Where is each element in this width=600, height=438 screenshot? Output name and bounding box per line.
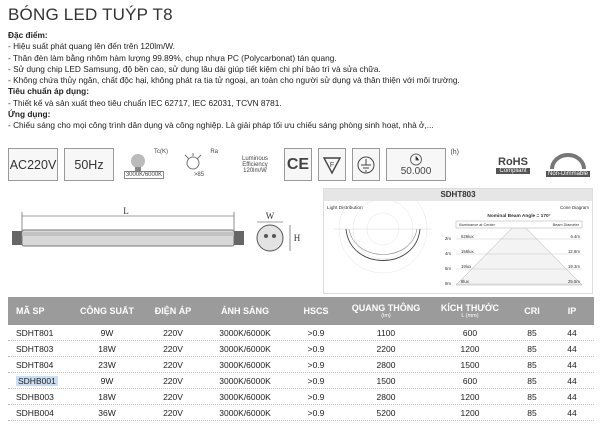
- frequency-label: 50Hz: [74, 157, 104, 172]
- beam-diameter-value: 12.8m: [568, 249, 580, 254]
- cell-cri: 85: [527, 375, 537, 386]
- lux-value: 626lux: [461, 234, 474, 239]
- col-header: ÁNH SÁNG: [220, 306, 269, 316]
- cell-code: SDHB003: [16, 391, 54, 402]
- col-header: QUANG THÔNG: [351, 303, 421, 313]
- color-temperature-icon: [118, 148, 170, 181]
- ground-icon: [352, 148, 380, 181]
- cell-size: 600: [462, 327, 478, 338]
- cell-ip: 44: [567, 391, 577, 402]
- certification-icons: [8, 148, 594, 182]
- cell-ip: 44: [567, 375, 577, 386]
- ce-label: CE: [286, 155, 310, 173]
- col-header-size: [428, 303, 512, 319]
- dimming-icon: [542, 148, 594, 181]
- polar-diagram: [334, 201, 432, 273]
- efficiency-line1: Luminous: [241, 155, 268, 162]
- beam-diameter-value: 19.3m: [568, 264, 580, 269]
- beam-diameter-value: 25.5m: [568, 279, 580, 284]
- ra-label: Ra: [210, 149, 218, 155]
- cell-flux: 5200: [376, 407, 396, 418]
- cell-code: SDHB004: [16, 407, 54, 418]
- distance-label: 8m: [445, 281, 451, 286]
- cell-power: 9W: [100, 327, 114, 338]
- tube-dimension-drawing: [8, 188, 318, 278]
- cell-power: 18W: [98, 343, 116, 354]
- cell-light: 3000K/6000K: [219, 343, 271, 354]
- tc-label: Tc(K): [154, 149, 168, 155]
- cell-power: 23W: [98, 359, 116, 370]
- cell-cri: 85: [527, 407, 537, 418]
- col-header: ĐIỆN ÁP: [154, 306, 192, 316]
- cell-flux: 2800: [376, 391, 396, 402]
- cell-voltage: 220V: [163, 375, 183, 386]
- cell-pf: >0.9: [307, 407, 325, 418]
- cone-diagram: [445, 221, 582, 286]
- width-label: W: [265, 211, 275, 221]
- cell-power: 36W: [98, 407, 116, 418]
- cell-power: 18W: [98, 391, 116, 402]
- cell-ip: 44: [567, 359, 577, 370]
- cell-code-selected[interactable]: [8, 376, 70, 386]
- beam-angle-label: Nominal Beam Angle = 170°: [487, 214, 551, 219]
- col-header: MÃ SP: [16, 306, 45, 316]
- cell-size: 1200: [460, 391, 480, 402]
- cell-voltage: 220V: [163, 343, 183, 354]
- efficiency-value: 120lm/W: [243, 167, 267, 174]
- cell-ip: 44: [567, 407, 577, 418]
- standard-line: - Thiết kế và sản xuất theo tiêu chuẩn IEC 62717, IEC 62031, TCVN 8781.: [8, 97, 282, 108]
- col-header: CRI: [524, 306, 540, 316]
- cell-pf: >0.9: [307, 327, 325, 338]
- cell-pf: >0.9: [307, 375, 325, 386]
- lux-value: 19lux: [461, 264, 472, 269]
- cell-flux: 2800: [376, 359, 396, 370]
- cell-size: 1500: [460, 359, 480, 370]
- selected-text[interactable]: SDHB001: [18, 375, 56, 386]
- cell-light: 3000K/6000K: [219, 375, 271, 386]
- cell-code: SDHT801: [16, 327, 54, 338]
- ce-mark-icon: [284, 148, 312, 181]
- efficiency-line2: Efficiency: [242, 161, 268, 168]
- table-row: [8, 405, 594, 421]
- col-header: CÔNG SUẤT: [80, 306, 134, 316]
- distance-label: 4m: [445, 251, 451, 256]
- feature-line: - Thân đèn làm bằng nhôm hàm lượng 99.89%, chụp nhựa PC (Polycarbonat) tán quang.: [8, 52, 337, 63]
- cell-code: SDHT803: [16, 343, 54, 354]
- cell-voltage: 220V: [163, 391, 183, 402]
- table-header: [8, 297, 594, 325]
- efficiency-icon: [230, 148, 280, 181]
- cell-light: 3000K/6000K: [219, 407, 271, 418]
- cell-cri: 85: [527, 359, 537, 370]
- cell-code: SDHT804: [16, 359, 54, 370]
- col-header-flux: [344, 303, 428, 319]
- col-header: KÍCH THƯỚC: [440, 303, 500, 313]
- lifetime-value: 50.000: [400, 165, 432, 177]
- flux-unit: (lm): [381, 313, 391, 319]
- cell-cri: 85: [527, 343, 537, 354]
- photometric-diagrams: [324, 201, 592, 293]
- frequency-icon: [64, 148, 114, 181]
- cell-voltage: 220V: [163, 327, 183, 338]
- cell-voltage: 220V: [163, 359, 183, 370]
- voltage-label: AC220V: [9, 157, 57, 172]
- cell-ip: 44: [567, 327, 577, 338]
- illuminance-col-label: Illuminance at Center: [459, 223, 495, 227]
- feature-line: - Sử dụng chip LED Samsung, độ bền cao, sử dụng lâu dài giúp tiết kiệm chi phí bảo trì và sửa chữa.: [8, 63, 381, 74]
- cell-cri: 85: [527, 391, 537, 402]
- product-specs: [8, 30, 593, 132]
- cell-light: 3000K/6000K: [219, 359, 271, 370]
- ra-value: >85: [193, 171, 205, 178]
- height-label: H: [293, 233, 301, 243]
- table-row: [8, 389, 594, 405]
- cell-size: 1200: [460, 407, 480, 418]
- tc-value: 3000K/6000K: [125, 171, 163, 178]
- cell-pf: >0.9: [307, 359, 325, 370]
- cell-pf: >0.9: [307, 391, 325, 402]
- cone-diagram-label: Cone Diagram: [559, 205, 589, 210]
- application-heading: Ứng dụng:: [8, 109, 51, 120]
- standard-heading: Tiêu chuẩn áp dụng:: [8, 86, 89, 97]
- fire-safety-icon: [318, 148, 346, 181]
- size-unit: L (mm): [461, 313, 479, 319]
- cell-light: 3000K/6000K: [219, 327, 271, 338]
- photometric-model: SDHT803: [324, 189, 592, 201]
- cell-flux: 1100: [376, 327, 396, 338]
- table-row: [8, 357, 594, 373]
- length-label: L: [123, 206, 129, 216]
- cell-cri: 85: [527, 327, 537, 338]
- lux-value: 8lux: [461, 279, 469, 284]
- cell-flux: 1500: [376, 375, 396, 386]
- table-row: [8, 325, 594, 341]
- table-row: [8, 341, 594, 357]
- lifetime-icon: [386, 148, 459, 181]
- color-rendering-icon: [174, 148, 224, 181]
- dimming-label: Non-Dimmable: [547, 170, 588, 177]
- cell-ip: 44: [567, 343, 577, 354]
- cell-flux: 2200: [376, 343, 396, 354]
- light-distribution-label: Light Distribution: [327, 206, 363, 211]
- photometric-panel: [323, 188, 593, 294]
- cell-light: 3000K/6000K: [219, 391, 271, 402]
- cell-size: 600: [462, 375, 478, 386]
- distance-label: 2m: [445, 236, 451, 241]
- cell-power: 9W: [100, 375, 114, 386]
- lifetime-unit: (h): [450, 149, 459, 156]
- col-header: IP: [567, 306, 577, 316]
- svg-text:F: F: [329, 161, 335, 169]
- application-line: - Chiếu sáng cho mọi công trình dân dụng và công nghiệp. Là giải pháp tối ưu chiếu sáng phòng sinh hoạt, nhà ở,...: [8, 120, 434, 131]
- col-header: HSCS: [303, 306, 329, 316]
- features-heading: Đặc điểm:: [8, 30, 48, 40]
- page-title: BÓNG LED TUÝP T8: [8, 5, 173, 24]
- table-row: [8, 373, 594, 389]
- rohs-label: RoHS: [498, 155, 528, 168]
- lux-value: 156lux: [461, 249, 474, 254]
- rohs-icon: [488, 148, 538, 181]
- feature-line: - Không chứa thủy ngân, chất độc hại, không phát ra tia tử ngoại, an toàn cho người sử dụng và thân thiện với môi trường.: [8, 75, 460, 86]
- rohs-compliant-label: Compliant: [496, 168, 529, 174]
- beam-col-label: Beam Diameter: [552, 223, 579, 227]
- beam-diameter-value: 6.4m: [570, 234, 580, 239]
- cell-pf: >0.9: [307, 343, 325, 354]
- cell-size: 1200: [460, 343, 480, 354]
- cell-voltage: 220V: [163, 407, 183, 418]
- feature-line: - Hiệu suất phát quang lên đến trên 120lm/W.: [8, 41, 175, 52]
- voltage-icon: [8, 148, 58, 181]
- distance-label: 6m: [445, 266, 451, 271]
- product-table: [8, 297, 594, 421]
